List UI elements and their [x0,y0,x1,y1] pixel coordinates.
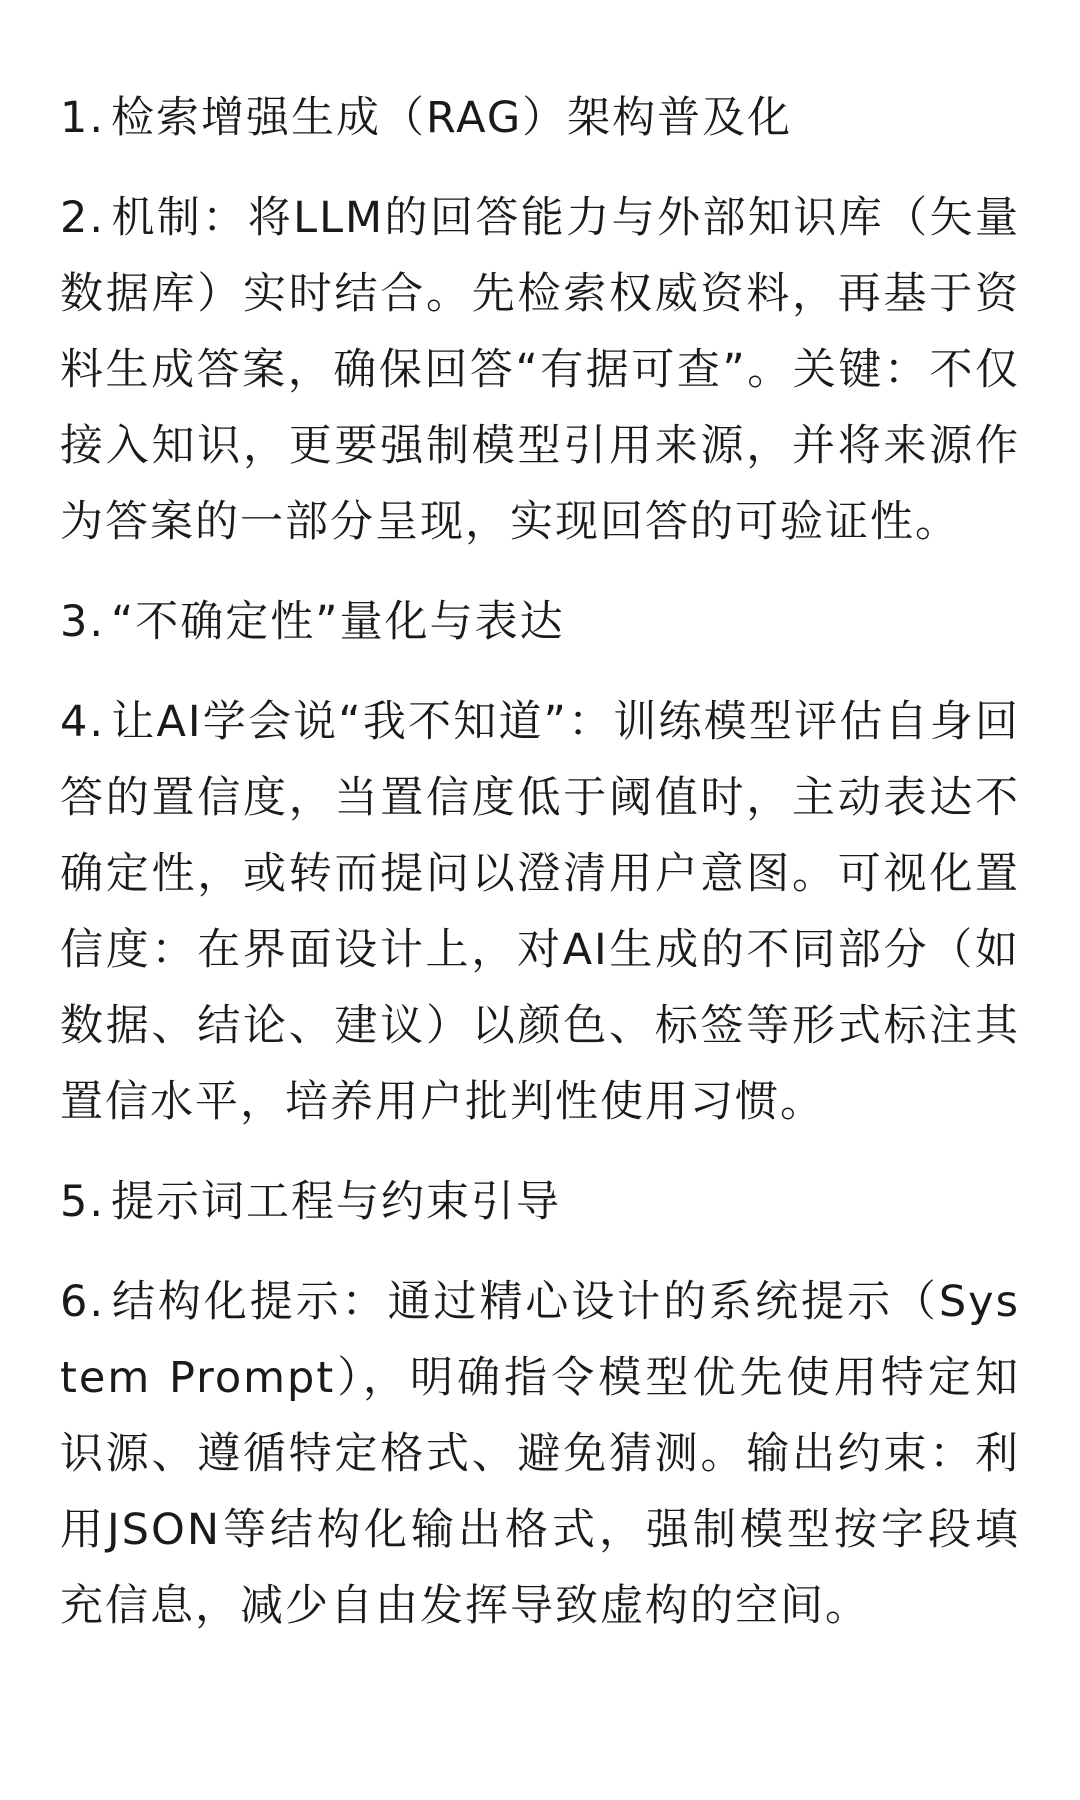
list-item-5 [60,1164,1020,1240]
item-text: “不确定性”量化与表达 [111,597,565,647]
document-body [60,80,1020,1668]
item-text: 检索增强生成（RAG）架构普及化 [111,93,793,143]
item-number: 2. [60,193,106,243]
list-item-6 [60,1264,1020,1644]
item-number: 1. [60,93,106,143]
item-text: 机制：将LLM的回答能力与外部知识库（矢量数据库）实时结合。先检索权威资料，再基于资料生成答案，确保回答“有据可查”。关键：不仅接入知识，更要强制模型引用来源，并将来源作为答案的一部分呈现，实现回答的可验证性。 [60,193,1020,547]
item-number: 5. [60,1177,106,1227]
list-item-1 [60,80,1020,156]
list-item-3 [60,584,1020,660]
item-text: 提示词工程与约束引导 [111,1177,562,1227]
item-text: 结构化提示：通过精心设计的系统提示（System Prompt），明确指令模型优先使用特定知识源、遵循特定格式、避免猜测。输出约束：利用JSON等结构化输出格式，强制模型按字段填充信息，减少自由发挥导致虚构的空间。 [60,1277,1020,1631]
item-text: 让AI学会说“我不知道”：训练模型评估自身回答的置信度，当置信度低于阈值时，主动表达不确定性，或转而提问以澄清用户意图。可视化置信度：在界面设计上，对AI生成的不同部分（如数据、结论、建议）以颜色、标签等形式标注其置信水平，培养用户批判性使用习惯。 [60,697,1020,1127]
item-number: 6. [60,1277,106,1327]
item-number: 3. [60,597,106,647]
list-item-4 [60,684,1020,1140]
item-number: 4. [60,697,106,747]
list-item-2 [60,180,1020,560]
